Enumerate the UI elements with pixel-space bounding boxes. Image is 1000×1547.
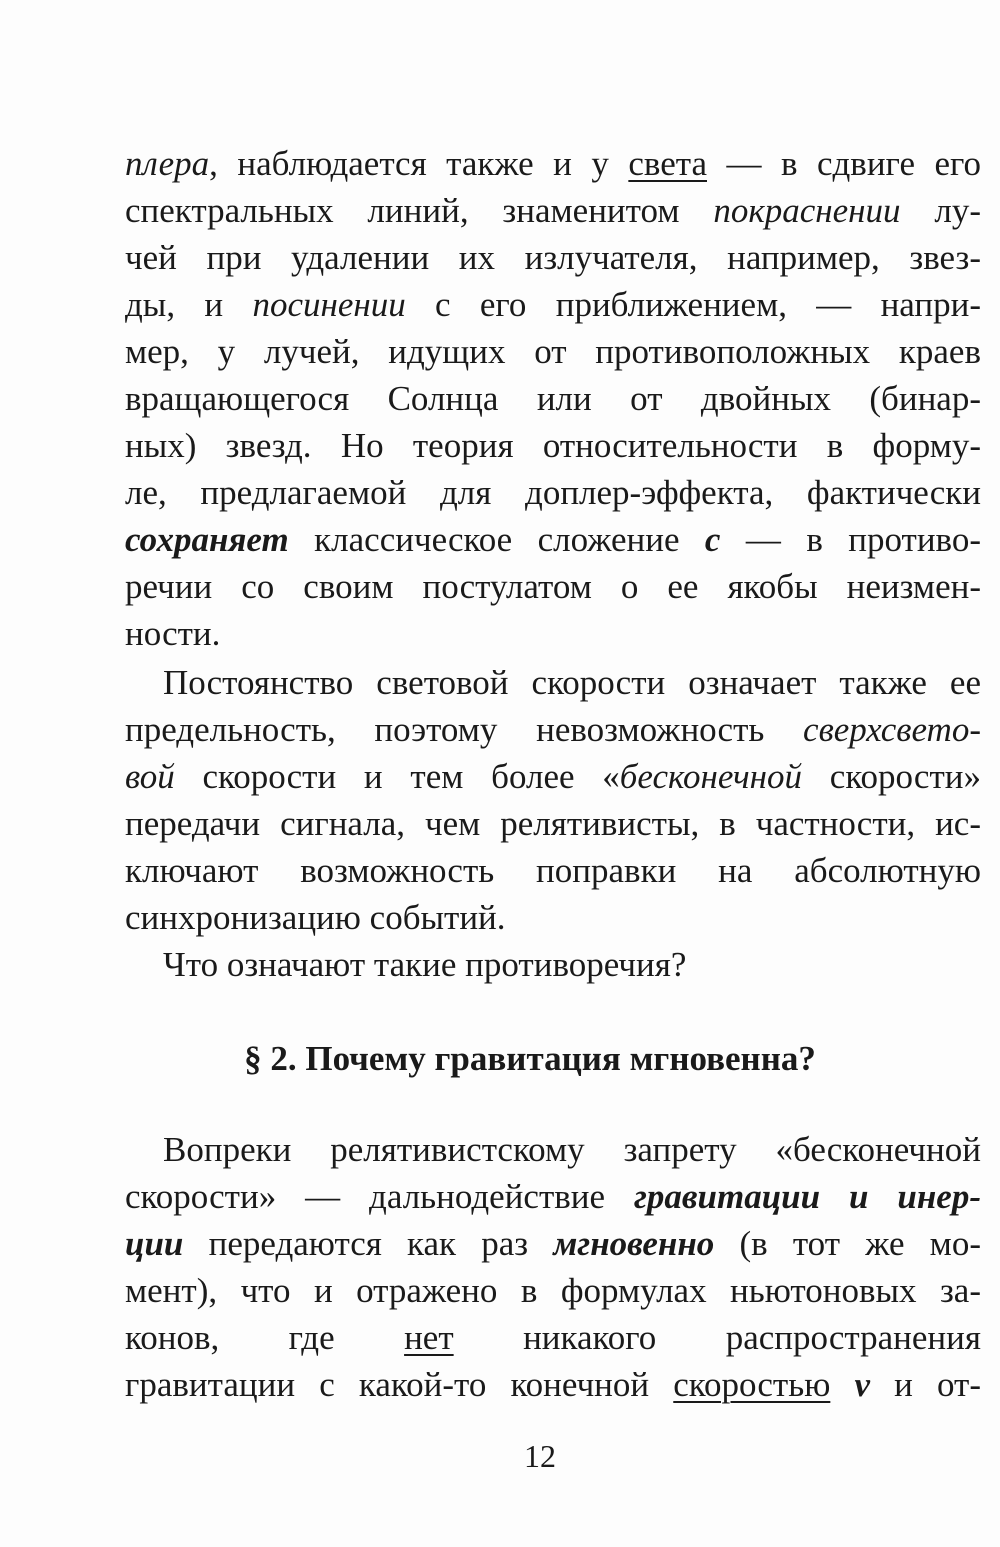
paragraph-doppler-light <box>125 140 981 657</box>
text-line: мер, у лучей, идущих от противоположных краев <box>125 332 981 371</box>
italic-term: бесконечной <box>619 757 803 796</box>
text-line: чей при удалении их излучателя, например, звез- <box>125 238 981 277</box>
italic-term: сверхсвето- <box>803 710 981 749</box>
text-line: синхронизацию событий. <box>125 898 506 937</box>
paragraph-question: Что означают такие противоречия? <box>163 945 687 984</box>
underlined-term: света <box>628 144 707 183</box>
italic-term: покраснении <box>713 191 901 230</box>
text-line: ции передаются как раз мгновенно (в тот же мо- <box>125 1224 981 1263</box>
bold-italic-term: ции <box>125 1224 184 1263</box>
bold-italic-symbol: v <box>854 1365 871 1404</box>
text-line: ных) звезд. Но теория относительности в форму- <box>125 426 981 465</box>
text-line: сохраняет классическое сложение с — в противо- <box>125 520 981 559</box>
text-line: мент), что и отражено в формулах ньютоновых за- <box>125 1271 981 1310</box>
italic-term: посинении <box>252 285 406 324</box>
text-line: вой скорости и тем более «бесконечной скорости» <box>125 757 981 796</box>
paragraph-light-speed-limit <box>125 659 981 988</box>
text-line: ключают возможность поправки на абсолютную <box>125 851 981 890</box>
text-line: вращающегося Солнца или от двойных (бинар- <box>125 379 981 418</box>
bold-italic-symbol: с <box>704 520 721 559</box>
italic-term: вой <box>125 757 175 796</box>
text-line: ле, предлагаемой для доплер-эффекта, фактически <box>125 473 981 512</box>
text-line: скорости» — дальнодействие гравитации и инер- <box>125 1177 981 1216</box>
text-line: плера, наблюдается также и у света — в сдвиге его <box>125 144 981 183</box>
text-line: гравитации с какой-то конечной скоростью v и от- <box>125 1365 981 1404</box>
page-number: 12 <box>524 1438 556 1474</box>
text-line: спектральных линий, знаменитом покраснении лу- <box>125 191 981 230</box>
section-heading: § 2. Почему гравитация мгновенна? <box>244 1039 816 1078</box>
underlined-term: нет <box>404 1318 454 1357</box>
text-line: Постоянство световой скорости означает также ее <box>163 663 981 702</box>
text-line: речии со своим постулатом о ее якобы неизмен- <box>125 567 981 606</box>
text-line: ды, и посинении с его приближением, — напри- <box>125 285 982 324</box>
text-line: предельность, поэтому невозможность сверхсвето- <box>125 710 981 749</box>
underlined-term: скоростью <box>673 1365 831 1404</box>
bold-italic-term: гравитации и инер- <box>633 1177 981 1216</box>
bold-italic-term: сохраняет <box>125 520 289 559</box>
text-line: Вопреки релятивистскому запрету «бесконечной <box>163 1130 981 1169</box>
text-line: конов, где нет никакого распространения <box>125 1318 981 1357</box>
text-line: передачи сигнала, чем релятивисты, в частности, ис- <box>125 804 981 843</box>
paragraph-gravity-instant <box>125 1126 981 1408</box>
bold-italic-term: мгновенно <box>553 1224 715 1263</box>
text-line: ности. <box>125 614 221 653</box>
italic-term: плера <box>125 144 210 183</box>
